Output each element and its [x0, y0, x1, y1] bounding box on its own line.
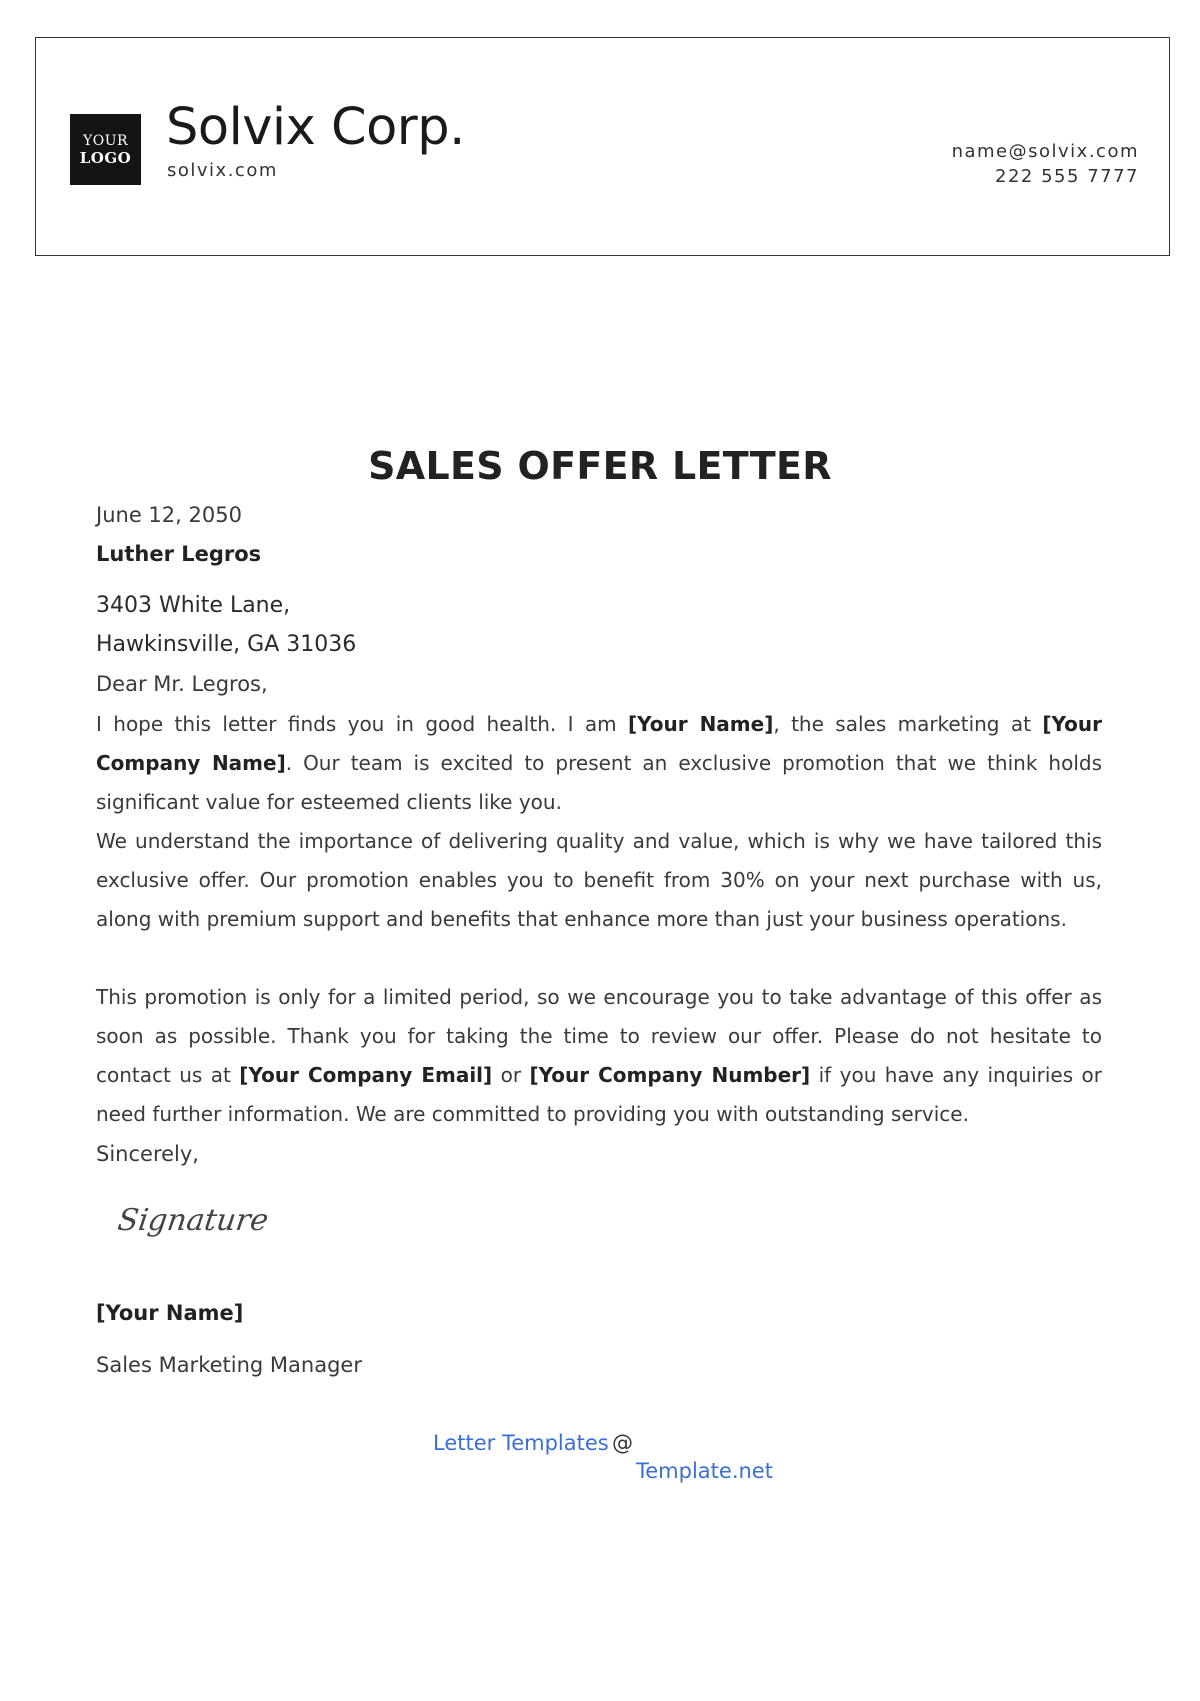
paragraph-1 — [96, 705, 1102, 822]
contact-email: name@solvix.com — [951, 141, 1139, 162]
letter-date: June 12, 2050 — [96, 503, 242, 527]
footer-link-template-net[interactable]: Template.net — [636, 1459, 773, 1483]
paragraph-3-text-c: if you have any inquiries or need further information. We are committed to providing you with outstanding service. — [96, 1063, 1103, 1126]
logo-line-2: LOGO — [79, 148, 132, 167]
company-name: Solvix Corp. — [166, 98, 465, 157]
paragraph-3 — [96, 978, 1102, 1134]
salutation: Dear Mr. Legros, — [96, 672, 268, 696]
placeholder-company-number: [Your Company Number] — [529, 1063, 811, 1087]
logo — [70, 114, 141, 185]
letter-title: SALES OFFER LETTER — [368, 444, 832, 488]
contact-block — [952, 139, 1139, 189]
address-line-1: 3403 White Lane, — [96, 593, 291, 618]
paragraph-1-text-a: I hope this letter finds you in good health. I am — [96, 712, 628, 736]
paragraph-1-text-b: , the sales marketing at — [773, 712, 1043, 736]
signature: Signature — [115, 1203, 271, 1238]
paragraph-3-text-b: or — [492, 1063, 530, 1087]
address-line-2: Hawkinsville, GA 31036 — [96, 632, 357, 657]
footer-at-sign: @ — [612, 1431, 633, 1455]
sender-name: [Your Name] — [96, 1301, 244, 1325]
footer-link-letter-templates[interactable]: Letter Templates — [433, 1431, 609, 1455]
contact-phone: 222 555 7777 — [995, 166, 1139, 187]
letterhead — [35, 37, 1170, 256]
paragraph-3-text-a: This promotion is only for a limited period, so we encourage you to take advantage of this offer as soon as possible. Thank you for taking the time to review our offer. Please do not hesitate to contact us at — [96, 985, 1102, 1087]
logo-line-1: YOUR — [82, 132, 129, 149]
recipient-name: Luther Legros — [96, 542, 262, 566]
paragraph-1-text-c: . Our team is excited to present an exclusive promotion that we think holds significant value for esteemed clients like you. — [96, 751, 1102, 814]
placeholder-your-name: [Your Name] — [627, 712, 774, 736]
paragraph-2: We understand the importance of delivering quality and value, which is why we have tailored this exclusive offer. Our promotion enables you to benefit from 30% on your next purchase with us, along with premium support and benefits that enhance more than just your business operations. — [96, 829, 1102, 931]
closing: Sincerely, — [96, 1142, 199, 1166]
placeholder-company-name: [Your Company Name] — [96, 712, 1102, 775]
company-website: solvix.com — [167, 160, 278, 181]
sender-title: Sales Marketing Manager — [96, 1353, 362, 1377]
placeholder-company-email: [Your Company Email] — [239, 1063, 493, 1087]
